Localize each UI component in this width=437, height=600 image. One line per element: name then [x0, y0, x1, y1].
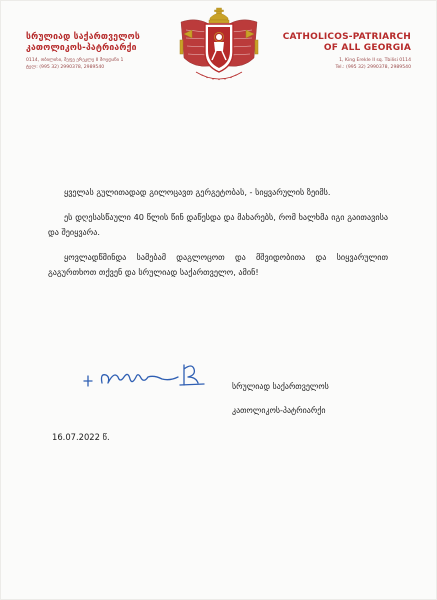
letterhead-title-en-line2: OF ALL GEORGIA	[323, 43, 411, 53]
letterhead-contact-georgian	[26, 57, 176, 71]
letterhead-address-en: 1, King Erekle II sq. Tbilisi 0114	[339, 58, 411, 63]
letterhead-phone: ტელ: (995 32) 2990378, 2989540	[26, 65, 105, 70]
letterhead-english	[271, 32, 411, 71]
handwritten-signature	[80, 355, 210, 395]
letterhead-title-georgian	[26, 32, 176, 54]
letter-date: 16.07.2022 წ.	[52, 432, 110, 442]
letterhead-address: 0114, თბილისი, მეფე ერეკლე II მოედანი 1	[26, 58, 124, 63]
patriarchate-coat-of-arms-icon	[176, 6, 262, 88]
signer-title-line1: სრულიად საქართველოს	[232, 382, 329, 391]
letterhead-title-line2: კათოლიკოს-პატრიარქი	[26, 43, 137, 53]
letter-paragraph-3: ყოვლადწმინდა სამებამ დაგლოცოთ და მშვიდობითა და სიყვარულით გაგურთხოთ თქვენ და სრულიად საქართველო, ამინ!	[48, 251, 388, 277]
letter-body	[48, 185, 388, 290]
signer-title-line2: კათოლიკოს-პატრიარქი	[232, 406, 326, 415]
letterhead-title-en-line1: CATHOLICOS-PATRIARCH	[282, 32, 411, 42]
letterhead-phone-en: Tel.: (995 32) 2990378, 2989540	[335, 65, 411, 70]
letter-paragraph-1: ყველას გულითადად გილოცავთ გერგეტობას, - სიყვარულის ზეიმს.	[64, 187, 331, 197]
letterhead-title-line1: სრულიად საქართველოს	[26, 32, 140, 42]
letterhead-title-english	[271, 32, 411, 54]
letterhead-georgian	[26, 32, 176, 71]
letterhead-contact-english	[271, 57, 411, 71]
letter-paragraph-2: ეს დღესასწაული 40 წლის წინ დაწესდა და მახარებს, რომ ხალხმა იგი გაითავისა და შეიყვარა.	[48, 211, 388, 237]
